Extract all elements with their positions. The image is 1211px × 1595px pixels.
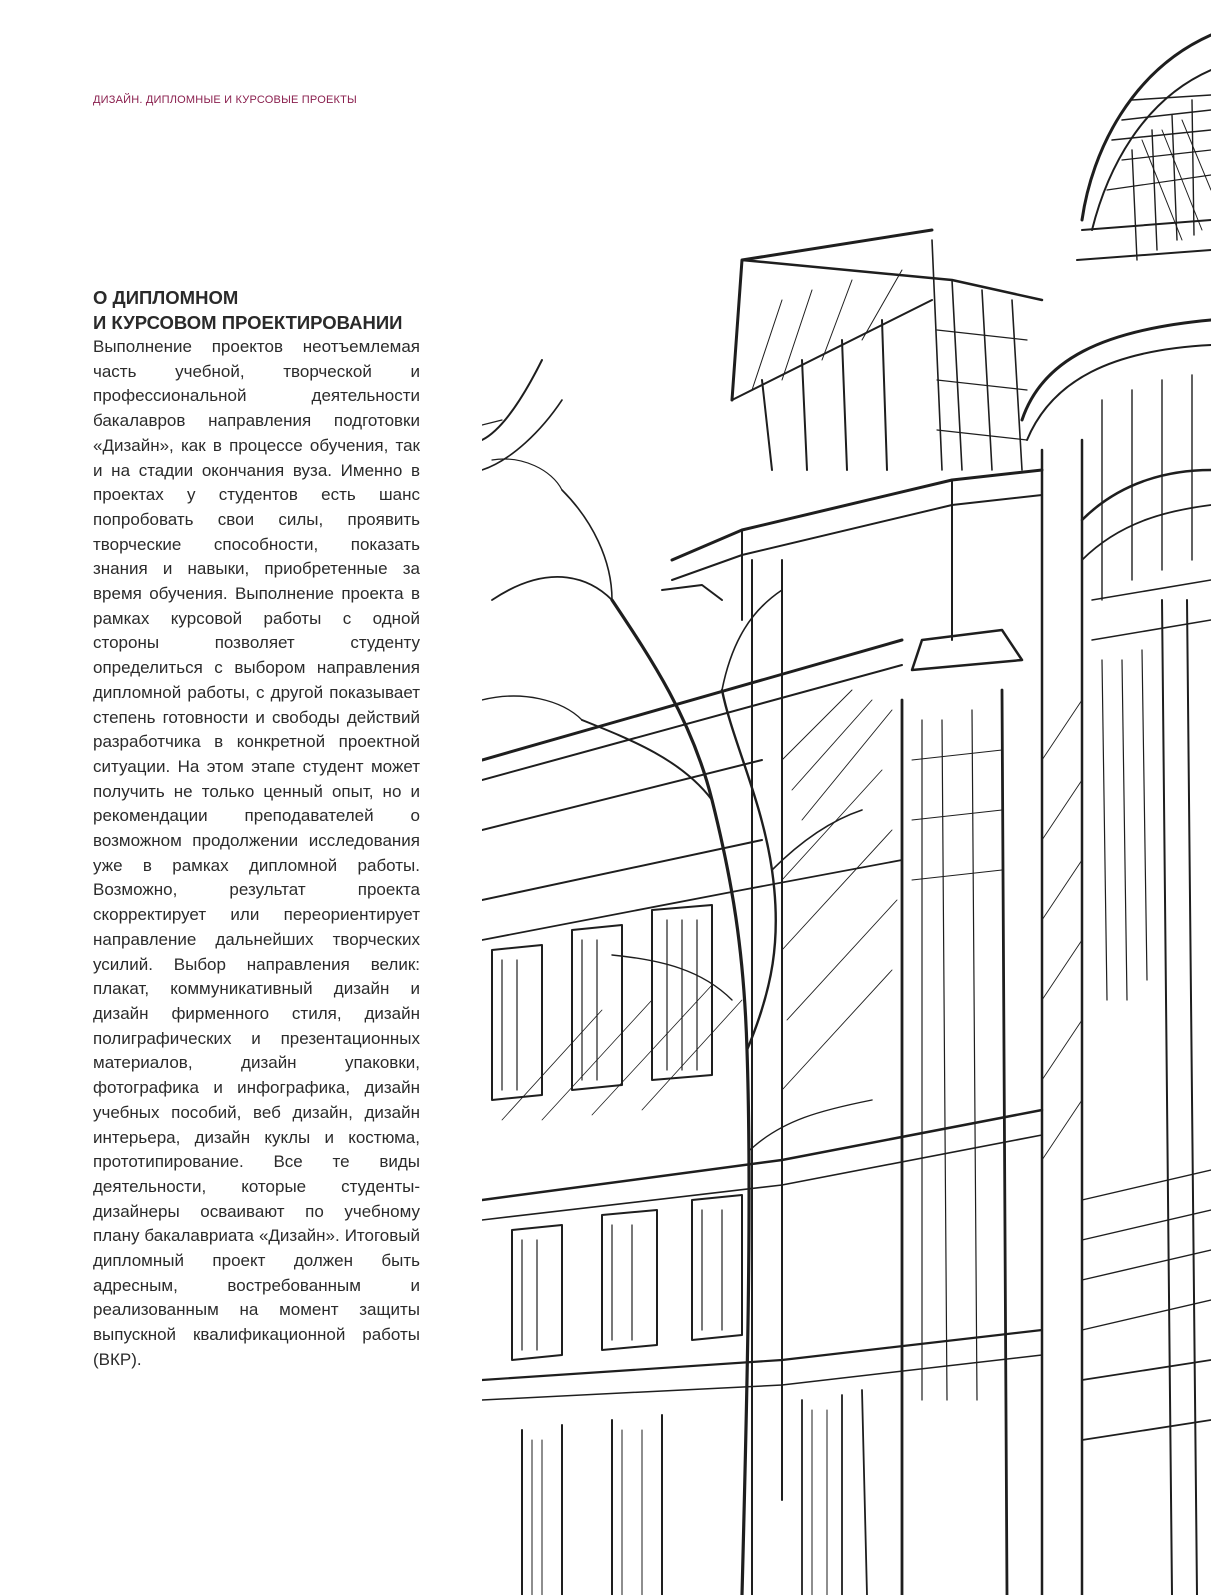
running-header: ДИЗАЙН. ДИПЛОМНЫЕ И КУРСОВЫЕ ПРОЕКТЫ bbox=[93, 94, 357, 106]
article bbox=[93, 285, 420, 1373]
building-sketch-drawing bbox=[482, 0, 1211, 1595]
article-title-line-2: И КУРСОВОМ ПРОЕКТИРОВАНИИ bbox=[93, 312, 403, 333]
article-body: Выполнение проектов неотъемлемая часть учебной, творческой и профессиональной деятельности бакалавров направления подготовки «Дизайн», как в процессе обучения, так и на стадии окончания вуза. Именно в проектах у студентов есть шанс попробовать свои силы, проявить творческие способности, показать знания и навыки, приобретенные за время обучения. Выполнение проекта в рамках курсовой работы с одной стороны позволяет студенту определиться с выбором направления дипломной работы, с другой показывает степень готовности и свободы действий разработчика в конкретной проектной ситуации. На этом этапе студент может получить не только ценный опыт, но и рекомендации преподавателей о возможном продолжении исследования уже в рамках дипломной работы. Возможно, результат проекта скорректирует или переориентирует направление дальнейших творческих усилий. Выбор направления велик: плакат, коммуникативный дизайн и дизайн фирменного стиля, дизайн полиграфических и презентационных материалов, дизайн упаковки, фотографика и инфографика, дизайн учебных пособий, веб дизайн, дизайн интерьера, дизайн куклы и костюма, прототипирование. Все те виды деятельности, которые студенты-дизайнеры осваивают по учебному плану бакалавриата «Дизайн». Итоговый дипломный проект должен быть адресным, востребованным и реализованным на момент защиты выпускной квалификационной работы (ВКР). bbox=[93, 337, 420, 1369]
article-title-line-1: О ДИПЛОМНОМ bbox=[93, 287, 239, 308]
building-sketch-illustration bbox=[482, 0, 1211, 1595]
article-title bbox=[93, 285, 420, 335]
sketch-strokes bbox=[482, 35, 1211, 1595]
